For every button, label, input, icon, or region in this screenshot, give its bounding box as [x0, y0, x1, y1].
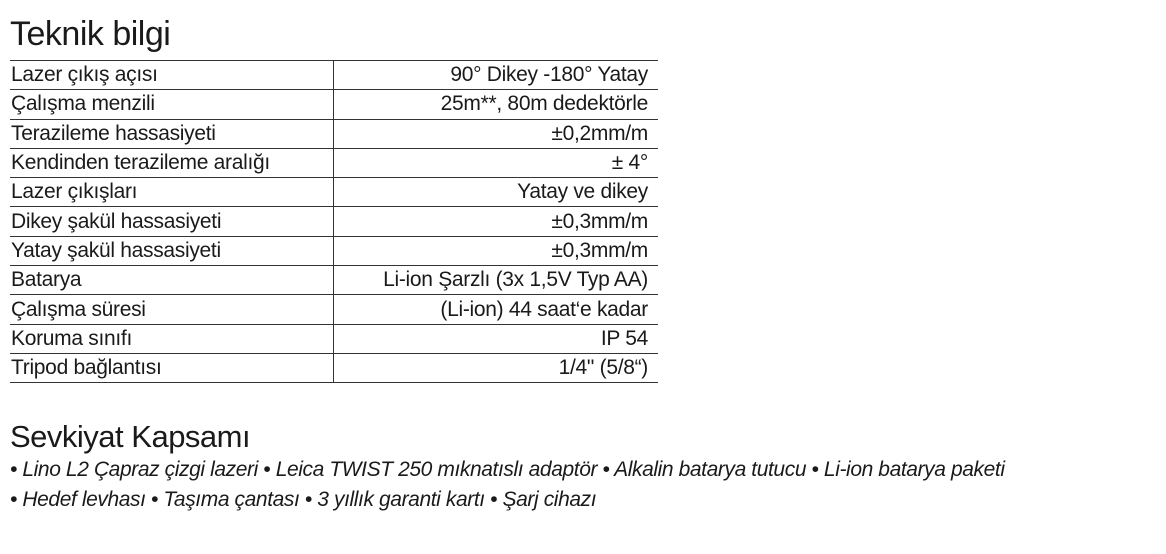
table-row — [10, 207, 658, 236]
table-row — [10, 178, 658, 207]
spec-label: Kendinden terazileme aralığı — [10, 148, 334, 177]
table-row — [10, 236, 658, 265]
table-row — [10, 90, 658, 119]
spec-value: 90° Dikey -180° Yatay — [334, 61, 659, 90]
spec-label: Batarya — [10, 266, 334, 295]
delivery-items-line-1: • Lino L2 Çapraz çizgi lazeri • Leica TWIST 250 mıknatıslı adaptör • Alkalin batarya tutucu • Li-ion batarya paketi — [10, 458, 1005, 481]
spec-value: ± 4° — [334, 148, 659, 177]
delivery-items-line-2: • Hedef levhası • Taşıma çantası • 3 yıllık garanti kartı • Şarj cihazı — [10, 488, 597, 511]
spec-label: Koruma sınıfı — [10, 324, 334, 353]
spec-label: Dikey şakül hassasiyeti — [10, 207, 334, 236]
delivery-scope-title: Sevkiyat Kapsamı — [10, 419, 251, 454]
spec-value: 1/4" (5/8“) — [334, 353, 659, 382]
spec-value: (Li-ion) 44 saat‘e kadar — [334, 295, 659, 324]
spec-label: Tripod bağlantısı — [10, 353, 334, 382]
spec-label: Yatay şakül hassasiyeti — [10, 236, 334, 265]
table-row — [10, 119, 658, 148]
spec-label: Lazer çıkış açısı — [10, 61, 334, 90]
table-row — [10, 295, 658, 324]
table-row — [10, 266, 658, 295]
table-row — [10, 61, 658, 90]
table-row — [10, 148, 658, 177]
table-row — [10, 353, 658, 382]
technical-info-title: Teknik bilgi — [10, 15, 171, 53]
spec-value: 25m**, 80m dedektörle — [334, 90, 659, 119]
spec-value: ±0,3mm/m — [334, 236, 659, 265]
table-row — [10, 324, 658, 353]
technical-specs-table — [10, 60, 658, 383]
spec-value: Yatay ve dikey — [334, 178, 659, 207]
spec-label: Terazileme hassasiyeti — [10, 119, 334, 148]
spec-value: ±0,3mm/m — [334, 207, 659, 236]
spec-value: IP 54 — [334, 324, 659, 353]
spec-value: ±0,2mm/m — [334, 119, 659, 148]
spec-label: Çalışma süresi — [10, 295, 334, 324]
spec-label: Çalışma menzili — [10, 90, 334, 119]
spec-value: Li-ion Şarzlı (3x 1,5V Typ AA) — [334, 266, 659, 295]
spec-label: Lazer çıkışları — [10, 178, 334, 207]
